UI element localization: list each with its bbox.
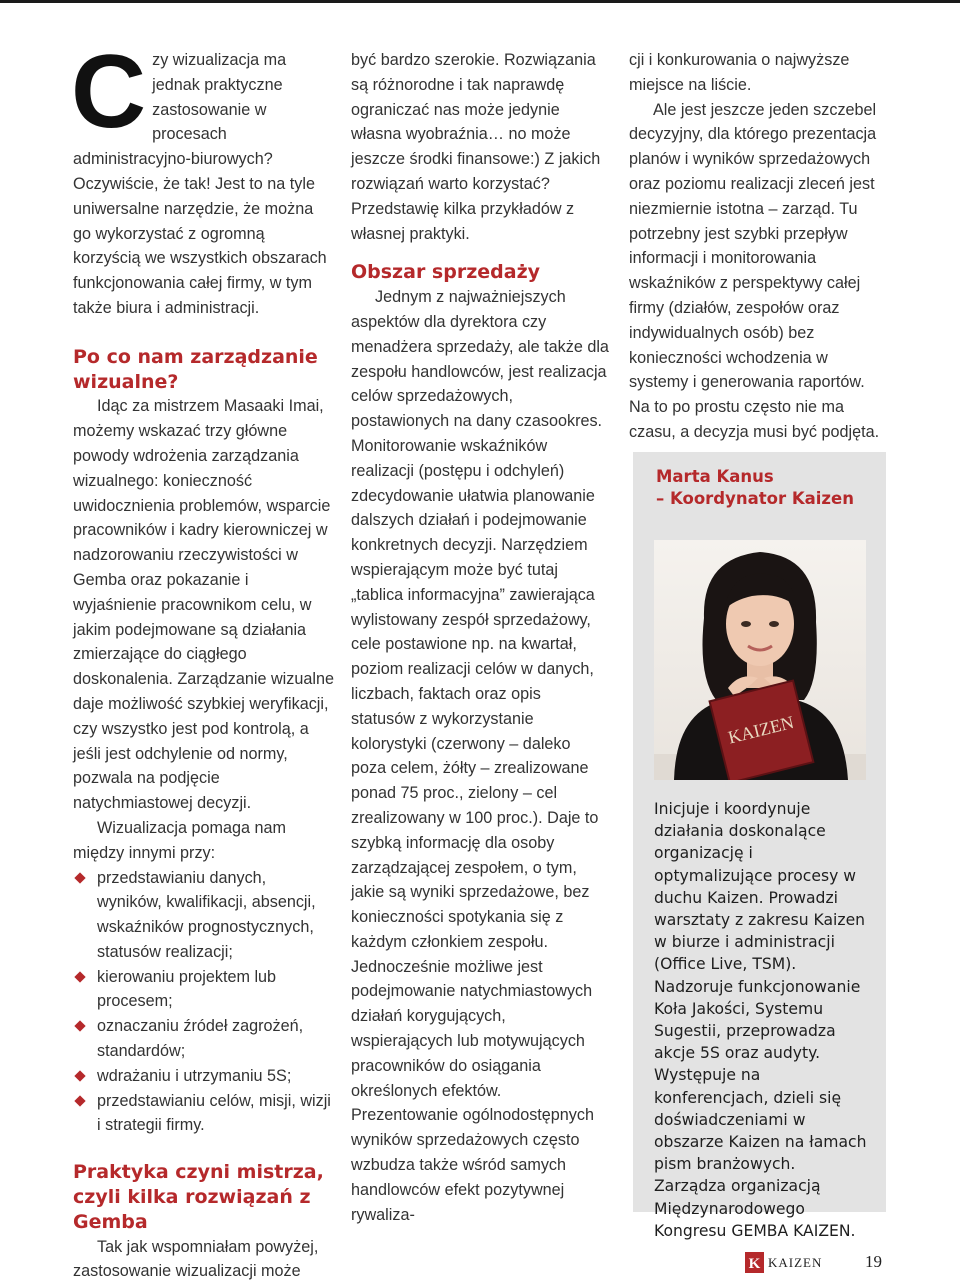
diamond-bullet-icon — [74, 971, 85, 982]
author-title — [656, 466, 876, 510]
paragraph-management: Ale jest jeszcze jeden szczebel decyzyjny, dla którego prezentacja planów i wyników sprzedażowych oraz poziomu realizacji zleceń jest niezmiernie istotna – zarząd. Tu potrzebny jest szybki przepływ informacji i monitorowania wskaźników z perspektywy całej firmy (działów, zespołów oraz indywidualnych osób) bez konieczności wchodzenia w systemy i generowania raportów. Na to po prostu często nie ma czasu, a decyzja musi być podjęta. — [629, 100, 880, 441]
section-heading-why: Po co nam zarządzanie wizualne? — [73, 345, 318, 393]
paragraph-practice: Tak jak wspomniałam powyżej, zastosowanie wizualizacji może — [73, 1237, 319, 1281]
list-item: oznaczaniu źródeł zagrożeń, standardów; — [73, 1014, 335, 1064]
article-column-1 — [71, 34, 335, 1284]
article-column-2 — [351, 48, 609, 1227]
author-sidebar — [633, 452, 886, 1240]
page-number: 19 — [865, 1252, 882, 1271]
article-column-3 — [629, 48, 887, 445]
paragraph-solutions: być bardzo szerokie. Rozwiązania są różnorodne i tak naprawdę ograniczać nas może jedynie własna wyobraźnia… no może jeszcze środki finansowe:) Z jakich rozwiązań warto korzystać? Przedstawię kilka przykładów z własnej praktyki. — [351, 51, 601, 243]
author-bio: Inicjuje i koordynuje działania doskonalące organizację i optymalizujące procesy w duchu Kaizen. Prowadzi warsztaty z zakresu Kaizen w biurze i administracji (Office Live, TSM). Nadzoruje funkcjonowanie Koła Jakości, Systemu Sugestii, przeprowadza akcje 5S oraz audyty. Występuje na konferencjach, dzieli się doświadczeniami w obszarze Kaizen na łamach pism branżowych. Zarządza organizacją Międzynarodowego Kongresu GEMBA KAIZEN. — [654, 800, 867, 1240]
footer-brand: KAIZEN — [768, 1255, 823, 1270]
drop-cap: C — [71, 34, 147, 150]
author-name: Marta Kanus — [656, 467, 774, 486]
diamond-bullet-icon — [74, 1095, 85, 1106]
list-item: przedstawianiu danych, wyników, kwalifikacji, absencji, wskaźników prognostycznych, statusów realizacji; — [73, 866, 335, 965]
diamond-bullet-icon — [74, 872, 85, 883]
section-heading-sales: Obszar sprzedaży — [351, 261, 541, 284]
book-cover-title: KAIZEN — [726, 711, 796, 748]
diamond-bullet-icon — [74, 1070, 85, 1081]
list-item: przedstawianiu celów, misji, wizji i strategii firmy. — [73, 1089, 335, 1139]
list-item: wdrażaniu i utrzymaniu 5S; — [73, 1064, 335, 1089]
list-item: kierowaniu projektem lub procesem; — [73, 965, 335, 1015]
kaizen-logo-icon — [745, 1252, 764, 1273]
paragraph-competition: cji i konkurowania o najwyższe miejsce na liście. — [629, 51, 850, 94]
bullet-list — [73, 866, 335, 1139]
diamond-bullet-icon — [74, 1021, 85, 1032]
author-role: – Koordynator Kaizen — [656, 489, 854, 508]
section-heading-practice: Praktyka czyni mistrza, czyli kilka rozwiązań z Gemba — [73, 1161, 324, 1233]
portrait-illustration — [654, 540, 866, 780]
author-photo — [654, 540, 866, 780]
paragraph-helps: Wizualizacja pomaga nam między innymi przy: — [73, 818, 286, 862]
paragraph-reasons: Idąc za mistrzem Masaaki Imai, możemy wskazać trzy główne powody wdrożenia zarządzania wizualnego: konieczność uwidocznienia problemów, wsparcie pracowników i kadry kierowniczej w nadzorowaniu rzeczywistości w Gemba oraz pokazanie i wyjaśnienie pracownikom celu, w jakim podejmowane są działania zmierzające do ciągłego doskonalenia. Zarządzanie wizualne daje możliwość szybkiej weryfikacji, czy wszystko jest pod kontrolą, a jeśli jest odchylenie od normy, pozwala na podjęcie natychmiastowej decyzji. — [73, 397, 334, 813]
intro-paragraph: zy wizualizacja ma jednak praktyczne zastosowanie w procesach administracyjno-biurowych? Oczywiście, że tak! Jest to na tyle uniwersalne narzędzie, że można go wykorzystać z ogromną korzyścią we wszystkich obszarach funkcjonowania całej firmy, w tym także biura i administracji. — [73, 51, 327, 317]
svg-text:K: K — [748, 1256, 761, 1272]
top-rule — [0, 0, 960, 3]
paragraph-sales: Jednym z najważniejszych aspektów dla dyrektora czy menadżera sprzedaży, ale także dla zespołu handlowców, jest realizacja celów sprzedażowych, postawionych na dany czasookres. Monitorowanie wskaźników realizacji (postępu i odchyleń) zdecydowanie ułatwia planowanie dalszych działań i podejmowanie konkretnych decyzji. Narzędziem wspierającym może być tutaj „tablica informacyjna” zawierająca wylistowany zespół sprzedażowy, cele postawione np. na kwartał, poziom realizacji celów w danych, liczbach, faktach oraz opis statusów z wykorzystanie kolorystyki (czerwony – daleko poza celem, żółty – zrealizowane ponad 75 proc., zielony – cel zrealizowany w 100 proc.). Daje to szybką informację dla osoby zarządzającej zespołem, o tym, jakie są wyniki sprzedażowe, bez konieczności spotykania się z każdym członkiem zespołu. Jednocześnie możliwe jest podejmowanie natychmiastowych działań korygujących, wspierających lub motywujących pracowników do osiągania określonych efektów. Prezentowanie ogólnodostępnych wyników sprzedażowych często wzbudza także wśród samych handlowców efekt pozytywnej rywaliza- — [351, 288, 609, 1224]
